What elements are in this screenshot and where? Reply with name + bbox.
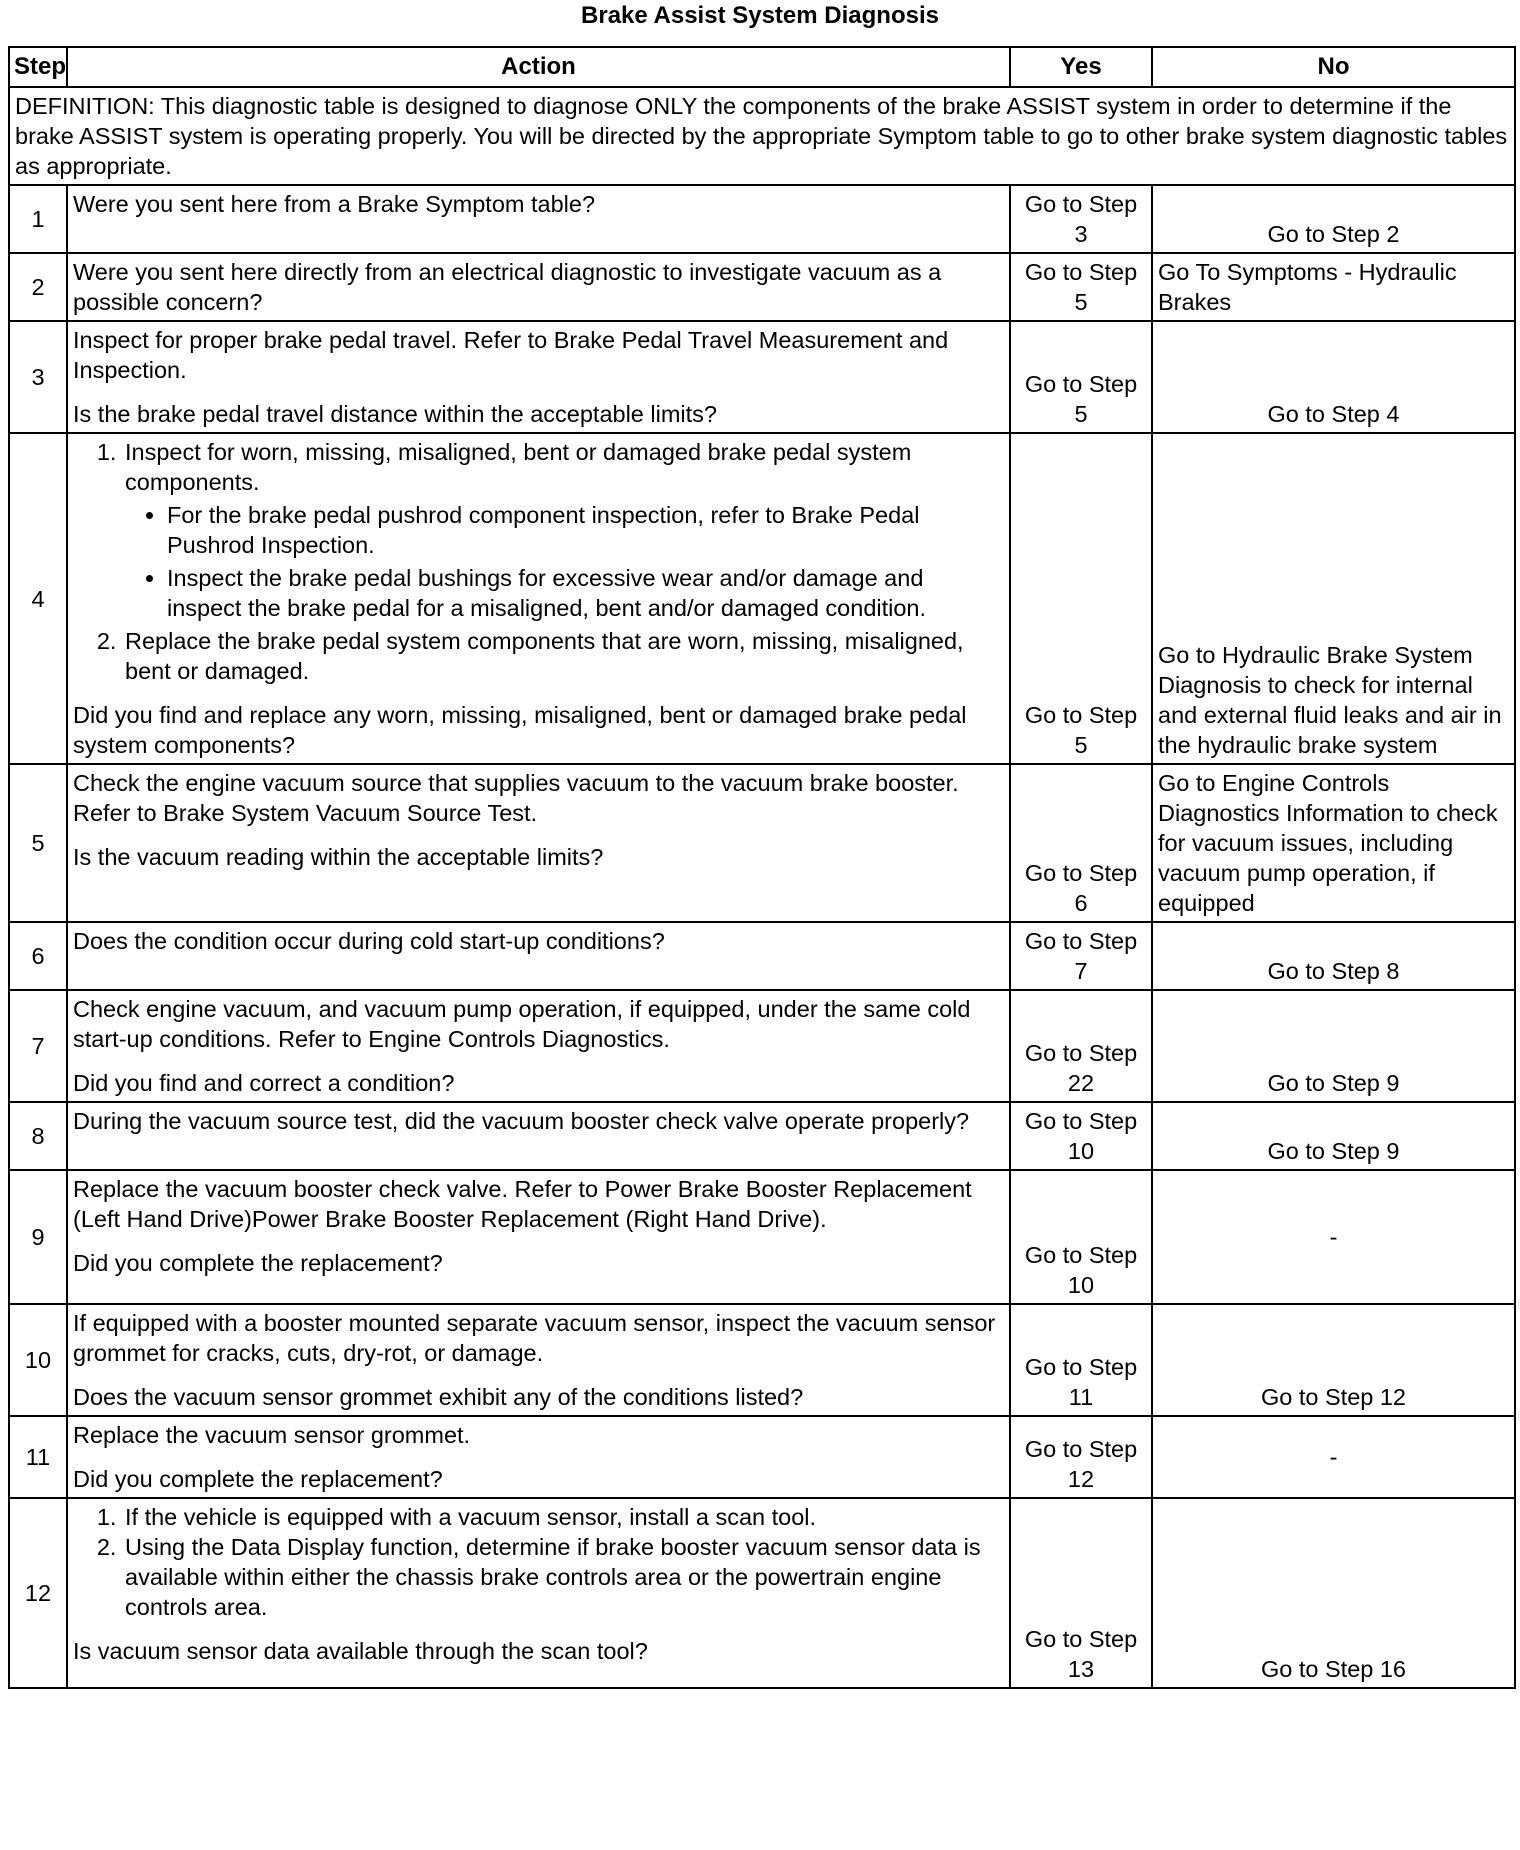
step-number: 2 <box>9 253 67 321</box>
action-text: During the vacuum source test, did the vacuum booster check valve operate properly? <box>67 1102 1010 1170</box>
no-result: Go to Step 2 <box>1152 185 1515 253</box>
table-row <box>9 922 1515 990</box>
table-row <box>9 1304 1515 1416</box>
no-result: Go To Symptoms - Hydraulic Brakes <box>1152 253 1515 321</box>
no-result: Go to Step 9 <box>1152 1102 1515 1170</box>
list-item: 2. Replace the brake pedal system components that are worn, missing, misaligned, bent or damaged. <box>123 626 1004 686</box>
table-row <box>9 253 1515 321</box>
bullet-list <box>125 500 1004 623</box>
step-number: 4 <box>9 433 67 764</box>
step-number: 1 <box>9 185 67 253</box>
question-text: Is vacuum sensor data available through the scan tool? <box>73 1638 648 1664</box>
list-item: 1. If the vehicle is equipped with a vacuum sensor, install a scan tool. <box>123 1502 1004 1532</box>
yes-result: Go to Step 12 <box>1010 1416 1152 1498</box>
no-result: - <box>1152 1170 1515 1304</box>
header-no: No <box>1152 47 1515 87</box>
no-result: Go to Hydraulic Brake System Diagnosis to check for internal and external fluid leaks and air in the hydraulic brake system <box>1152 433 1515 764</box>
action-text: Check the engine vacuum source that supplies vacuum to the vacuum brake booster. Refer to Brake System Vacuum Source Test. <box>73 770 959 826</box>
action-cell <box>67 1304 1010 1416</box>
yes-result: Go to Step 22 <box>1010 990 1152 1102</box>
bullet-item: • For the brake pedal pushrod component inspection, refer to Brake Pedal Pushrod Inspection. <box>167 500 1004 560</box>
step-number: 5 <box>9 764 67 922</box>
header-action: Action <box>67 47 1010 87</box>
question-text: Did you find and replace any worn, missing, misaligned, bent or damaged brake pedal system components? <box>73 702 967 758</box>
procedure-list <box>73 1502 1004 1622</box>
header-row <box>9 47 1515 87</box>
question-text: Does the vacuum sensor grommet exhibit any of the conditions listed? <box>73 1384 804 1410</box>
step-number: 8 <box>9 1102 67 1170</box>
step-number: 10 <box>9 1304 67 1416</box>
diagnosis-table <box>8 46 1516 1689</box>
action-cell <box>67 764 1010 922</box>
procedure-list <box>73 437 1004 686</box>
step-number: 6 <box>9 922 67 990</box>
procedure-text: Inspect for worn, missing, misaligned, bent or damaged brake pedal system components. <box>125 439 912 495</box>
question-text: Did you complete the replacement? <box>73 1466 443 1492</box>
step-number: 7 <box>9 990 67 1102</box>
action-text: Check engine vacuum, and vacuum pump operation, if equipped, under the same cold start-up conditions. Refer to Engine Controls Diagnostics. <box>73 996 971 1052</box>
step-number: 9 <box>9 1170 67 1304</box>
yes-result: Go to Step 10 <box>1010 1170 1152 1304</box>
yes-result: Go to Step 3 <box>1010 185 1152 253</box>
page-title: Brake Assist System Diagnosis <box>581 2 939 29</box>
action-cell <box>67 1416 1010 1498</box>
no-result: Go to Engine Controls Diagnostics Information to check for vacuum issues, including vacuum pump operation, if equipped <box>1152 764 1515 922</box>
yes-result: Go to Step 5 <box>1010 321 1152 433</box>
table-row <box>9 185 1515 253</box>
yes-result: Go to Step 5 <box>1010 433 1152 764</box>
action-text: Replace the vacuum booster check valve. Refer to Power Brake Booster Replacement (Left Hand Drive)Power Brake Booster Replacement (Right Hand Drive). <box>73 1176 972 1232</box>
step-number: 3 <box>9 321 67 433</box>
header-step: Step <box>9 47 67 87</box>
yes-result: Go to Step 5 <box>1010 253 1152 321</box>
action-text: Replace the vacuum sensor grommet. <box>73 1422 471 1448</box>
yes-result: Go to Step 13 <box>1010 1498 1152 1688</box>
no-result: Go to Step 12 <box>1152 1304 1515 1416</box>
question-text: Is the brake pedal travel distance within the acceptable limits? <box>73 401 717 427</box>
yes-result: Go to Step 7 <box>1010 922 1152 990</box>
table-row <box>9 433 1515 764</box>
header-yes: Yes <box>1010 47 1152 87</box>
yes-result: Go to Step 10 <box>1010 1102 1152 1170</box>
no-result: Go to Step 9 <box>1152 990 1515 1102</box>
step-number: 11 <box>9 1416 67 1498</box>
action-text: Were you sent here directly from an electrical diagnostic to investigate vacuum as a possible concern? <box>67 253 1010 321</box>
yes-result: Go to Step 11 <box>1010 1304 1152 1416</box>
table-row <box>9 321 1515 433</box>
table-row <box>9 764 1515 922</box>
question-text: Did you find and correct a condition? <box>73 1070 455 1096</box>
yes-result: Go to Step 6 <box>1010 764 1152 922</box>
question-text: Is the vacuum reading within the acceptable limits? <box>73 844 604 870</box>
action-cell <box>67 1498 1010 1688</box>
action-text: If equipped with a booster mounted separate vacuum sensor, inspect the vacuum sensor grommet for cracks, cuts, dry-rot, or damage. <box>73 1310 996 1366</box>
no-result: Go to Step 8 <box>1152 922 1515 990</box>
table-row <box>9 1102 1515 1170</box>
no-result: Go to Step 16 <box>1152 1498 1515 1688</box>
action-cell <box>67 321 1010 433</box>
definition-row <box>9 87 1515 185</box>
list-item <box>123 437 1004 623</box>
action-text: Inspect for proper brake pedal travel. Refer to Brake Pedal Travel Measurement and Inspection. <box>73 327 949 383</box>
step-number: 12 <box>9 1498 67 1688</box>
definition-text: DEFINITION: This diagnostic table is designed to diagnose ONLY the components of the brake ASSIST system in order to determine if the brake ASSIST system is operating properly. You will be directed by the appropriate Symptom table to go to other brake system diagnostic tables as appropriate. <box>9 87 1515 185</box>
table-row <box>9 990 1515 1102</box>
list-item: 2. Using the Data Display function, determine if brake booster vacuum sensor data is available within either the chassis brake controls area or the powertrain engine controls area. <box>123 1532 1004 1622</box>
no-result: - <box>1152 1416 1515 1498</box>
bullet-item: • Inspect the brake pedal bushings for excessive wear and/or damage and inspect the brake pedal for a misaligned, bent and/or damaged condition. <box>167 563 1004 623</box>
no-result: Go to Step 4 <box>1152 321 1515 433</box>
action-cell <box>67 1170 1010 1304</box>
question-text: Did you complete the replacement? <box>73 1250 443 1276</box>
action-text: Does the condition occur during cold start-up conditions? <box>67 922 1010 990</box>
action-text: Were you sent here from a Brake Symptom table? <box>67 185 1010 253</box>
table-row <box>9 1416 1515 1498</box>
table-row <box>9 1498 1515 1688</box>
action-cell <box>67 990 1010 1102</box>
table-row <box>9 1170 1515 1304</box>
action-cell <box>67 433 1010 764</box>
